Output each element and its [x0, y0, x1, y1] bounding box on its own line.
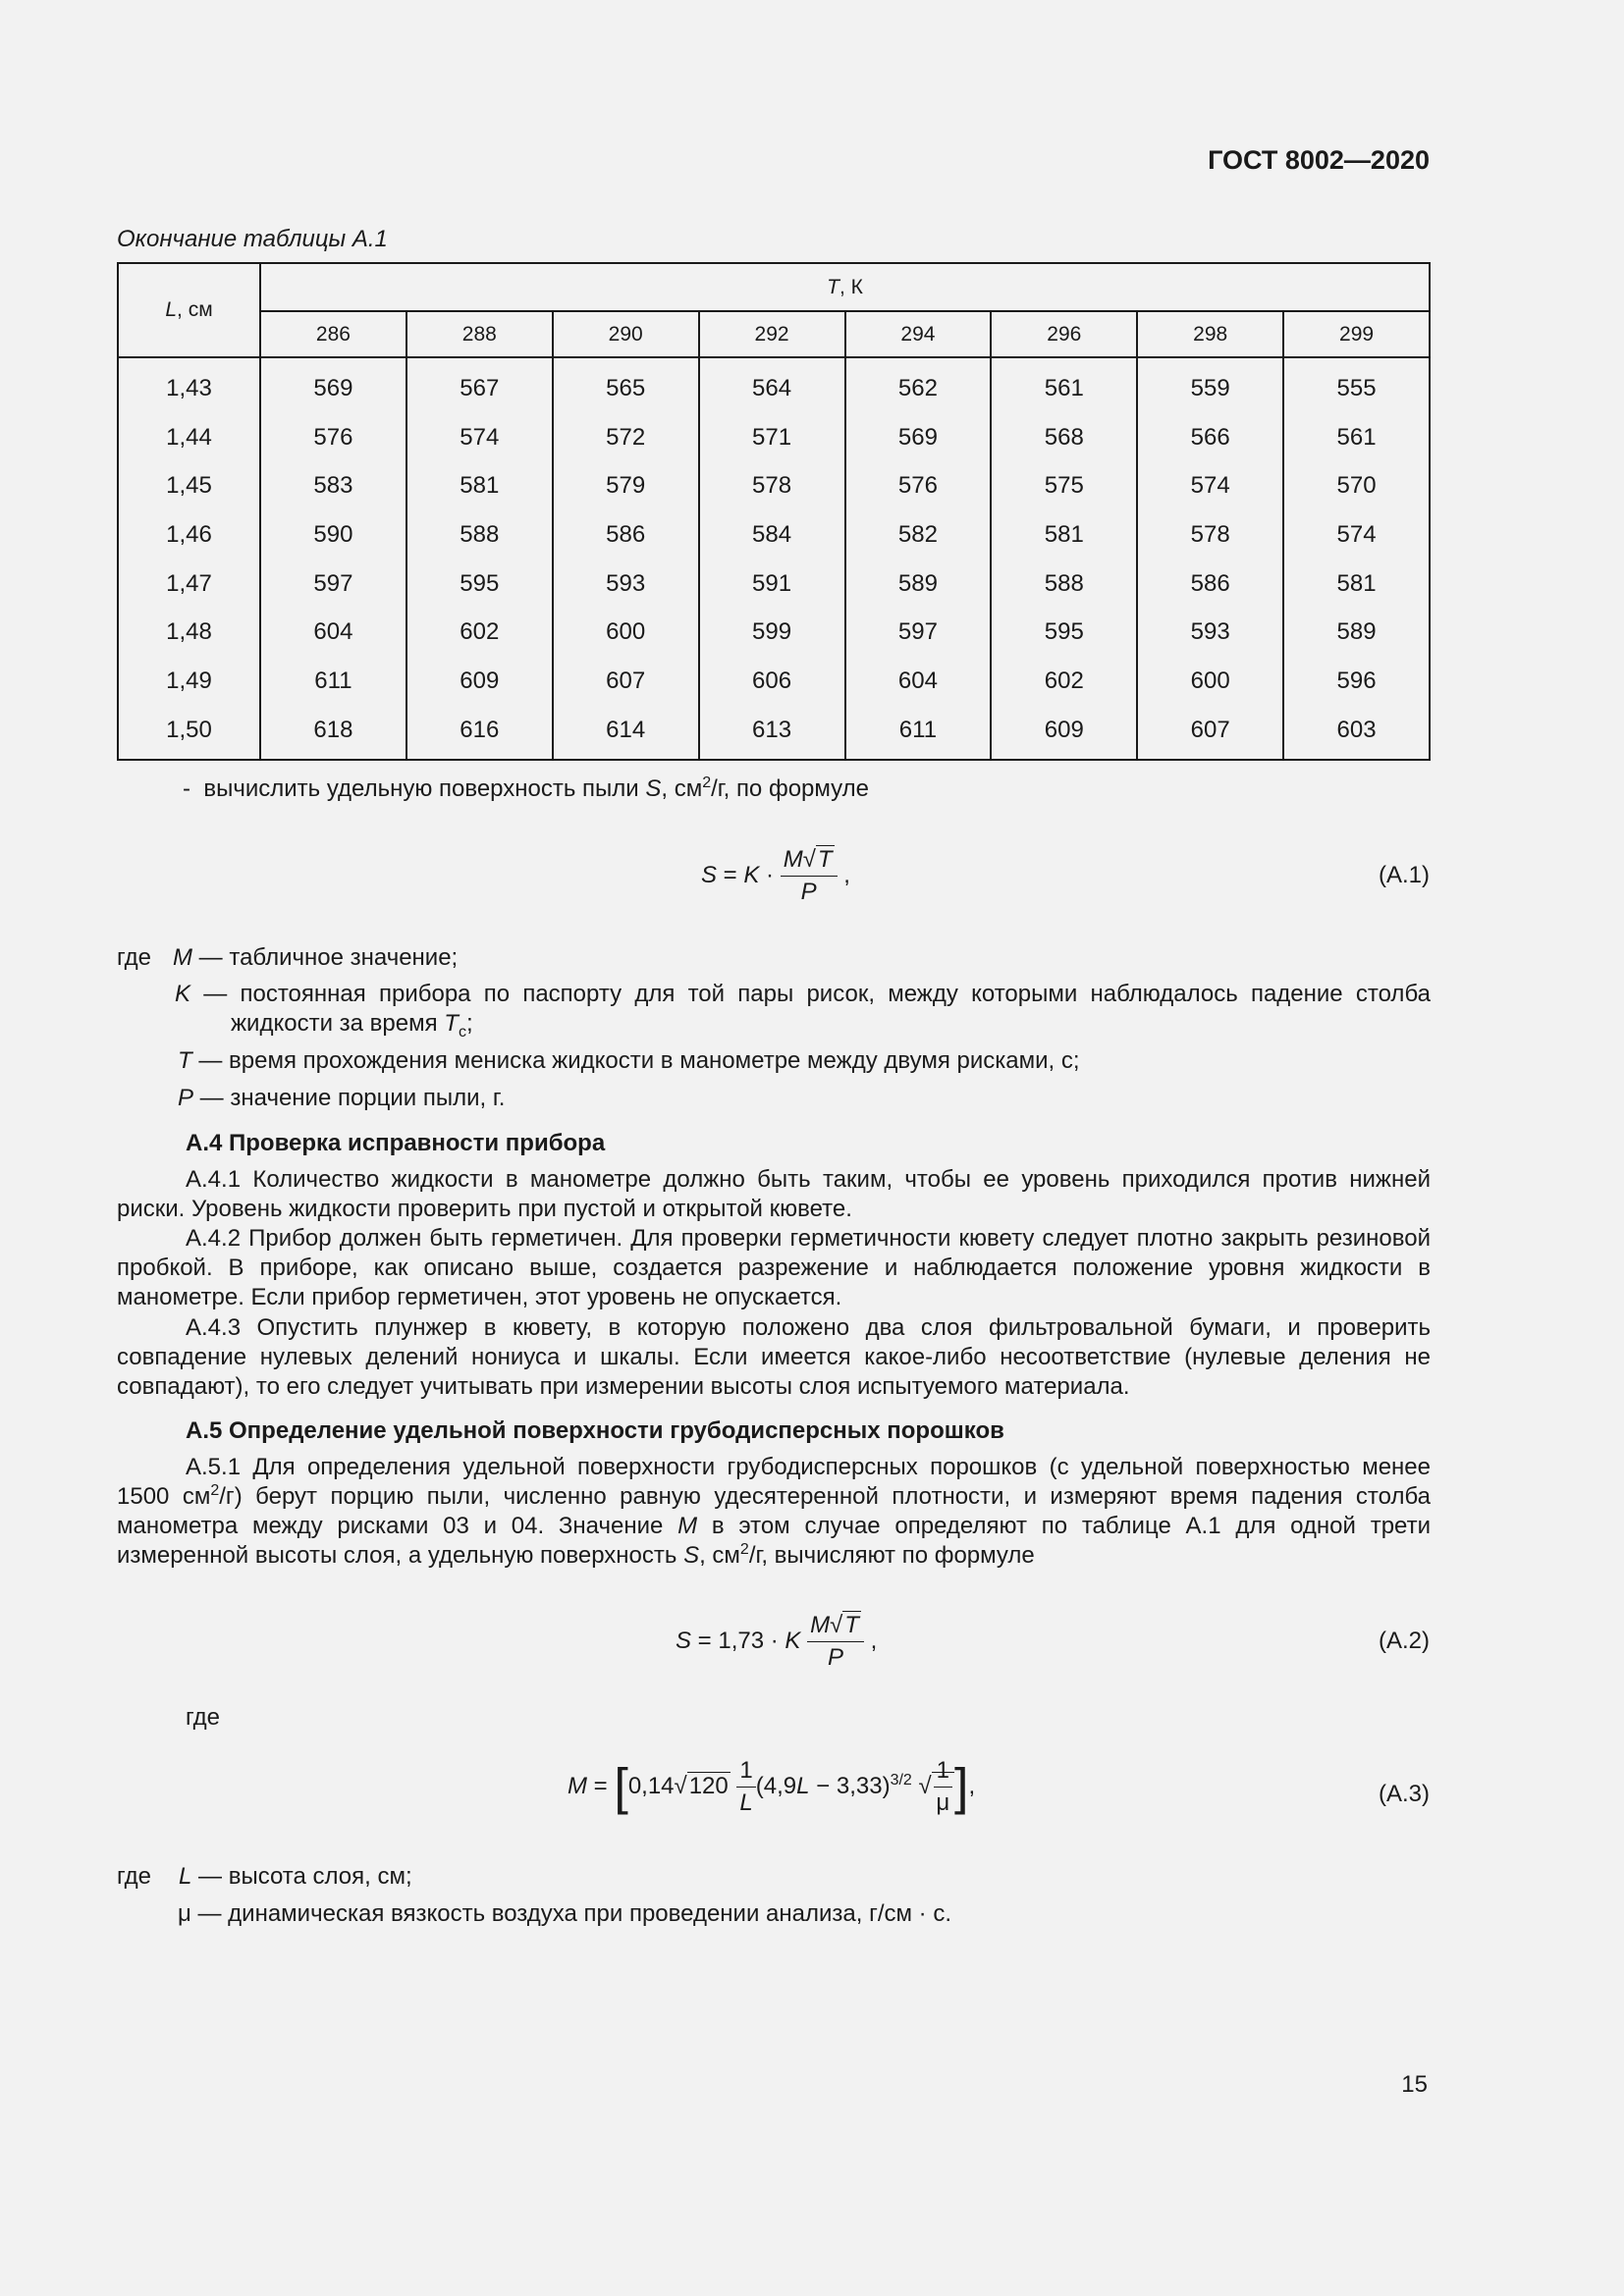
value-cell: 595 [991, 608, 1137, 657]
def-K: K — постоянная прибора по паспорту для той пары рисок, между которыми наблюдалось падение столба жидкости за время $T_с$; [175, 981, 1431, 1041]
temperature-header-cell: 292 [699, 311, 845, 357]
step-text-a: вычислить удельную поверхность пыли [203, 775, 639, 802]
formula-a2: S = 1,73 · K $\frac{M√T}{P}$ , [676, 1612, 878, 1671]
value-cell: 584 [699, 510, 845, 560]
value-cell: 589 [1283, 608, 1430, 657]
value-cell: 582 [845, 510, 992, 560]
value-cell: 562 [845, 357, 992, 413]
value-cell: 591 [699, 560, 845, 609]
length-cell: 1,43 [118, 357, 260, 413]
table-row [118, 413, 1430, 462]
value-cell: 567 [406, 357, 553, 413]
value-cell: 571 [699, 413, 845, 462]
value-cell: 597 [260, 560, 406, 609]
eq-number-a1: (А.1) [1378, 862, 1430, 888]
value-cell: 590 [260, 510, 406, 560]
value-cell: 611 [845, 706, 992, 760]
where-label-1: где [117, 944, 152, 971]
value-cell: 574 [1283, 510, 1430, 560]
value-cell: 586 [1137, 560, 1283, 609]
value-cell: 581 [406, 461, 553, 510]
data-table [117, 262, 1431, 761]
temperature-header-cell: 288 [406, 311, 553, 357]
value-cell: 564 [699, 357, 845, 413]
temperature-header-cell: 286 [260, 311, 406, 357]
value-cell: 597 [845, 608, 992, 657]
temperature-header-cell: 298 [1137, 311, 1283, 357]
table-body [118, 357, 1430, 760]
value-cell: 600 [1137, 657, 1283, 706]
value-cell: 581 [991, 510, 1137, 560]
table-row [118, 510, 1430, 560]
temperature-header-cell: 294 [845, 311, 992, 357]
value-cell: 609 [406, 657, 553, 706]
value-cell: 579 [553, 461, 699, 510]
value-cell: 574 [406, 413, 553, 462]
table-row [118, 560, 1430, 609]
where-label-3: где [117, 1863, 152, 1890]
def-P: P — значение порции пыли, г. [178, 1085, 506, 1111]
formula-a3: M = [0,14√120 $\frac{1}{L}$ $(4,9L - 3,33)^{3/2}$ √ $\frac{1}{\mu}$ ], [568, 1757, 976, 1816]
value-cell: 603 [1283, 706, 1430, 760]
value-cell: 604 [845, 657, 992, 706]
value-cell: 616 [406, 706, 553, 760]
length-cell: 1,48 [118, 608, 260, 657]
eq-number-a3: (А.3) [1378, 1781, 1430, 1807]
standard-code: ГОСТ 8002—2020 [1208, 145, 1430, 175]
para-a51: А.5.1 Для определения удельной поверхности грубодисперсных порошков (с удельной поверхностью менее 1500 $см^2/г$) берут порцию пыли, численно равную удесятеренной плотности, и измеряют время падения столба манометра между рисками 03 и 04. Значение M в этом случае определяют по таблице А.1 для одной трети измеренной высоты слоя, а удельную поверхность S, $см^2/г$, вычисляют по формуле [117, 1454, 1431, 1569]
length-cell: 1,47 [118, 560, 260, 609]
value-cell: 596 [1283, 657, 1430, 706]
value-cell: 570 [1283, 461, 1430, 510]
table-row [118, 706, 1430, 760]
where-label-2: где [186, 1704, 221, 1731]
step-line: - вычислить удельную поверхность пыли S, $см^2/г$, по формуле [183, 774, 869, 802]
temperature-header-row [118, 311, 1430, 357]
value-cell: 604 [260, 608, 406, 657]
value-cell: 606 [699, 657, 845, 706]
para-a43: А.4.3 Опустить плунжер в кювету, в которую положено два слоя фильтровальной бумаги, и проверить совпадение нулевых делений нониуса и шкалы. Если имеется какое-либо несоответствие (нулевые деления не совпадают), то его следует учитывать при измерении высоты слоя испытуемого материала. [117, 1314, 1431, 1400]
length-cell: 1,45 [118, 461, 260, 510]
table-row [118, 657, 1430, 706]
value-cell: 581 [1283, 560, 1430, 609]
value-cell: 607 [553, 657, 699, 706]
length-cell: 1,44 [118, 413, 260, 462]
value-cell: 569 [260, 357, 406, 413]
def-M: M — табличное значение; [173, 944, 459, 971]
table-header-row [118, 263, 1430, 311]
value-cell: 607 [1137, 706, 1283, 760]
value-cell: 576 [845, 461, 992, 510]
value-cell: 578 [699, 461, 845, 510]
step-text-b: по формуле [735, 775, 869, 802]
table-caption: Окончание таблицы А.1 [117, 226, 388, 252]
para-a41: А.4.1 Количество жидкости в манометре должно быть таким, чтобы ее уровень приходился против нижней риски. Уровень жидкости проверить при пустой и открытой кювете. [117, 1166, 1431, 1222]
l-column-header: L, см [118, 263, 260, 357]
value-cell: 578 [1137, 510, 1283, 560]
length-cell: 1,49 [118, 657, 260, 706]
value-cell: 561 [1283, 413, 1430, 462]
value-cell: 586 [553, 510, 699, 560]
length-cell: 1,46 [118, 510, 260, 560]
para-a42: А.4.2 Прибор должен быть герметичен. Для проверки герметичности кювету следует плотно закрыть резиновой пробкой. В приборе, как описано выше, создается разрежение и наблюдается положение уровня жидкости в манометре. Если прибор герметичен, этот уровень не опускается. [117, 1225, 1431, 1310]
value-cell: 555 [1283, 357, 1430, 413]
value-cell: 611 [260, 657, 406, 706]
value-cell: 609 [991, 706, 1137, 760]
value-cell: 593 [1137, 608, 1283, 657]
value-cell: 589 [845, 560, 992, 609]
length-cell: 1,50 [118, 706, 260, 760]
section-a4-heading: А.4 Проверка исправности прибора [186, 1130, 606, 1156]
temperature-header-cell: 299 [1283, 311, 1430, 357]
temperature-header-cell: 290 [553, 311, 699, 357]
value-cell: 572 [553, 413, 699, 462]
def-mu: μ — динамическая вязкость воздуха при проведении анализа, г/см · с. [178, 1900, 951, 1927]
formula-a1: S = K · $\frac{M√T}{P}$ , [701, 846, 850, 905]
value-cell: 588 [406, 510, 553, 560]
value-cell: 561 [991, 357, 1137, 413]
table-row [118, 608, 1430, 657]
eq-number-a2: (А.2) [1378, 1628, 1430, 1654]
def-L: L — высота слоя, см; [179, 1863, 412, 1890]
value-cell: 602 [991, 657, 1137, 706]
value-cell: 574 [1137, 461, 1283, 510]
value-cell: 599 [699, 608, 845, 657]
section-a5-heading: А.5 Определение удельной поверхности грубодисперсных порошков [186, 1417, 1004, 1444]
value-cell: 618 [260, 706, 406, 760]
value-cell: 575 [991, 461, 1137, 510]
value-cell: 588 [991, 560, 1137, 609]
table-row [118, 461, 1430, 510]
value-cell: 576 [260, 413, 406, 462]
def-T: T — время прохождения мениска жидкости в манометре между двумя рисками, с; [178, 1047, 1080, 1074]
value-cell: 559 [1137, 357, 1283, 413]
table-row [118, 357, 1430, 413]
value-cell: 595 [406, 560, 553, 609]
value-cell: 602 [406, 608, 553, 657]
value-cell: 569 [845, 413, 992, 462]
value-cell: 565 [553, 357, 699, 413]
t-column-header: T, К [260, 263, 1430, 311]
value-cell: 583 [260, 461, 406, 510]
value-cell: 600 [553, 608, 699, 657]
value-cell: 593 [553, 560, 699, 609]
value-cell: 566 [1137, 413, 1283, 462]
page-number: 15 [1401, 2071, 1428, 2098]
value-cell: 614 [553, 706, 699, 760]
value-cell: 568 [991, 413, 1137, 462]
value-cell: 613 [699, 706, 845, 760]
temperature-header-cell: 296 [991, 311, 1137, 357]
